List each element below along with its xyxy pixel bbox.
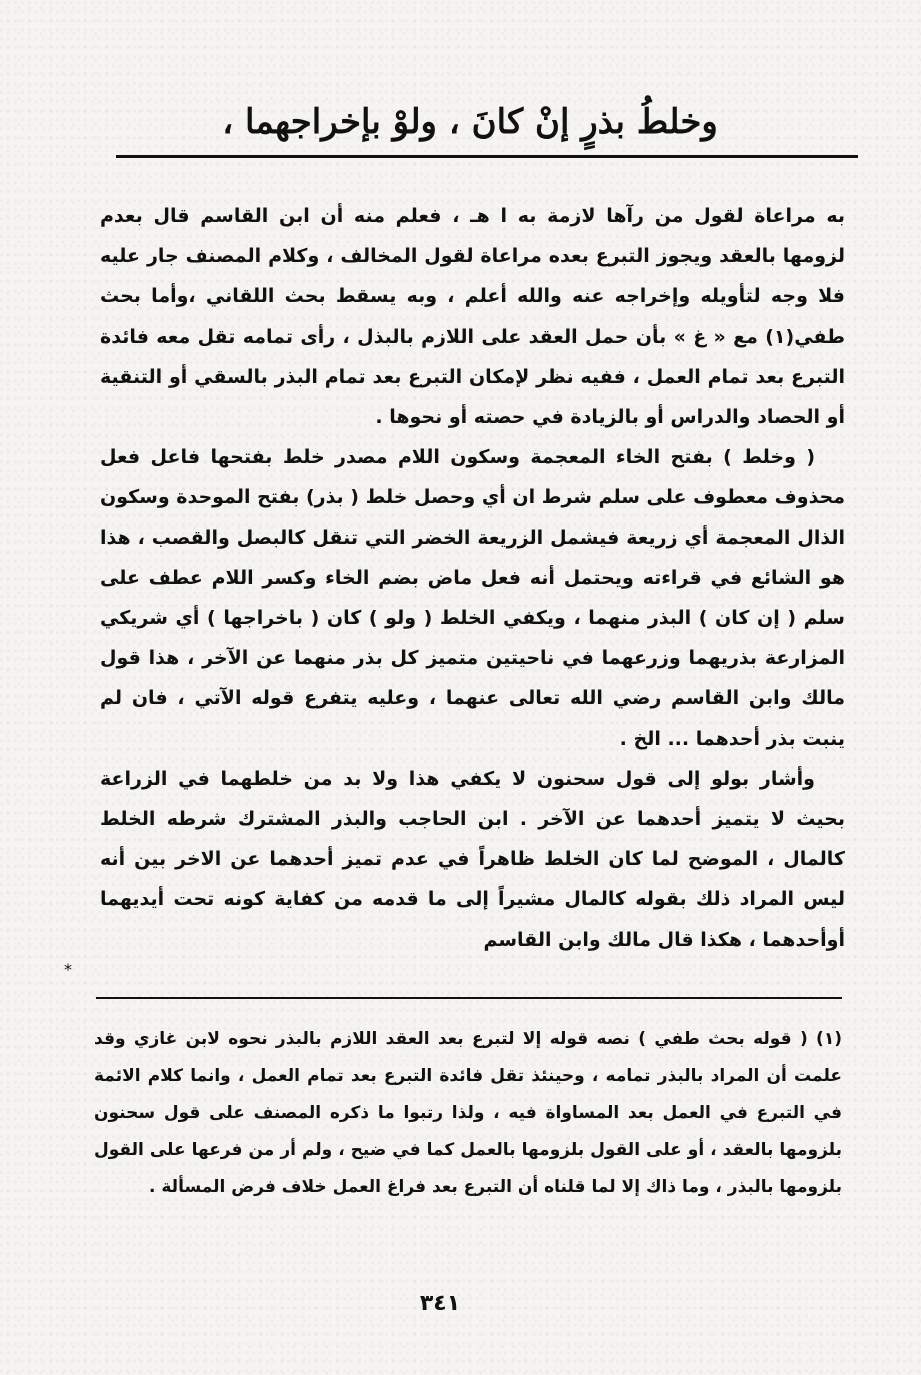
heading-rule — [116, 155, 858, 158]
page-number: ٣٤١ — [419, 1291, 461, 1316]
margin-star-mark: * — [64, 960, 72, 979]
matn-heading: وخلطُ بذرٍ إنْ كانَ ، ولوْ بإخراجهما ، — [222, 102, 718, 142]
commentary-body — [100, 196, 845, 960]
footnote-text: (١) ( قوله بحث طفي ) نصه قوله إلا لتبرع بعد العقد اللازم بالبذر نحوه لابن غازي وقد علمت أن المراد بالبذر تمامه ، وحينئذ تقل فائدة التبرع بعد تمام العمل ، وانما كلام الائمة في التبرع في العمل بعد المساواة فيه ، ولذا رتبوا ما ذكره المصنف على قول سحنون بلزومها بالعقد ، أو على القول بلزومها بالعمل كما في ضيح ، ولم أر من فرعها على القول بلزومها بالبذر ، وما ذاك إلا لما قلناه أن التبرع بعد فراغ العمل خلاف فرض المسألة . — [94, 1029, 842, 1197]
paragraph-3: وأشار بولو إلى قول سحنون لا يكفي هذا ولا بد من خلطهما في الزراعة بحيث لا يتميز أحدهما عن الآخر . ابن الحاجب والبذر المشترك شرطه الخلط كالمال ، الموضح لما كان الخلط ظاهراً في عدم تميز أحدهما عن الاخر بين أنه ليس المراد ذلك بقوله كالمال مشيراً إلى ما قدمه من كفاية كونه تحت أيديهما أوأحدهما ، هكذا قال مالك وابن القاسم — [100, 767, 845, 951]
paragraph-2: ( وخلط ) بفتح الخاء المعجمة وسكون اللام مصدر خلط بفتحها فاعل فعل محذوف معطوف على سلم شرط ان أي وحصل خلط ( بذر) بفتح الموحدة وسكون الذال المعجمة أي زريعة فيشمل الزريعة الخضر التي تنقل كالبصل والقصب ، هذا هو الشائع في قراءته ويحتمل أنه فعل ماض بضم الخاء وكسر اللام عطف على سلم ( إن كان ) البذر منهما ، ويكفي الخلط ( ولو ) كان ( باخراجها ) أي شريكي المزارعة بذريهما وزرعهما في ناحيتين متميز كل بذر منهما عن الآخر ، هذا قول مالك وابن القاسم رضي الله تعالى عنهما ، وعليه يتفرع قوله الآتي ، فان لم ينبت بذر أحدهما ... الخ . — [100, 446, 845, 750]
footnote-rule — [96, 997, 842, 999]
footnote — [94, 1021, 842, 1206]
paragraph-1: به مراعاة لقول من رآها لازمة به ا هـ ، فعلم منه أن ابن القاسم قال بعدم لزومها بالعقد ويجوز التبرع بعده مراعاة لقول المخالف ، وكلام المصنف جار عليه فلا وجه لتأويله وإخراجه عنه والله أعلم ، وبه يسقط بحث اللقاني ،وأما بحث طفي(١) مع « غ » بأن حمل العقد على اللازم بالبذل ، رأى تمامه تقل معه فائدة التبرع بعد تمام العمل ، ففيه نظر لإمكان التبرع بعد تمام البذر بالسقي أو التنقية أو الحصاد والدراس أو بالزيادة في حصته أو نحوها . — [100, 205, 845, 429]
